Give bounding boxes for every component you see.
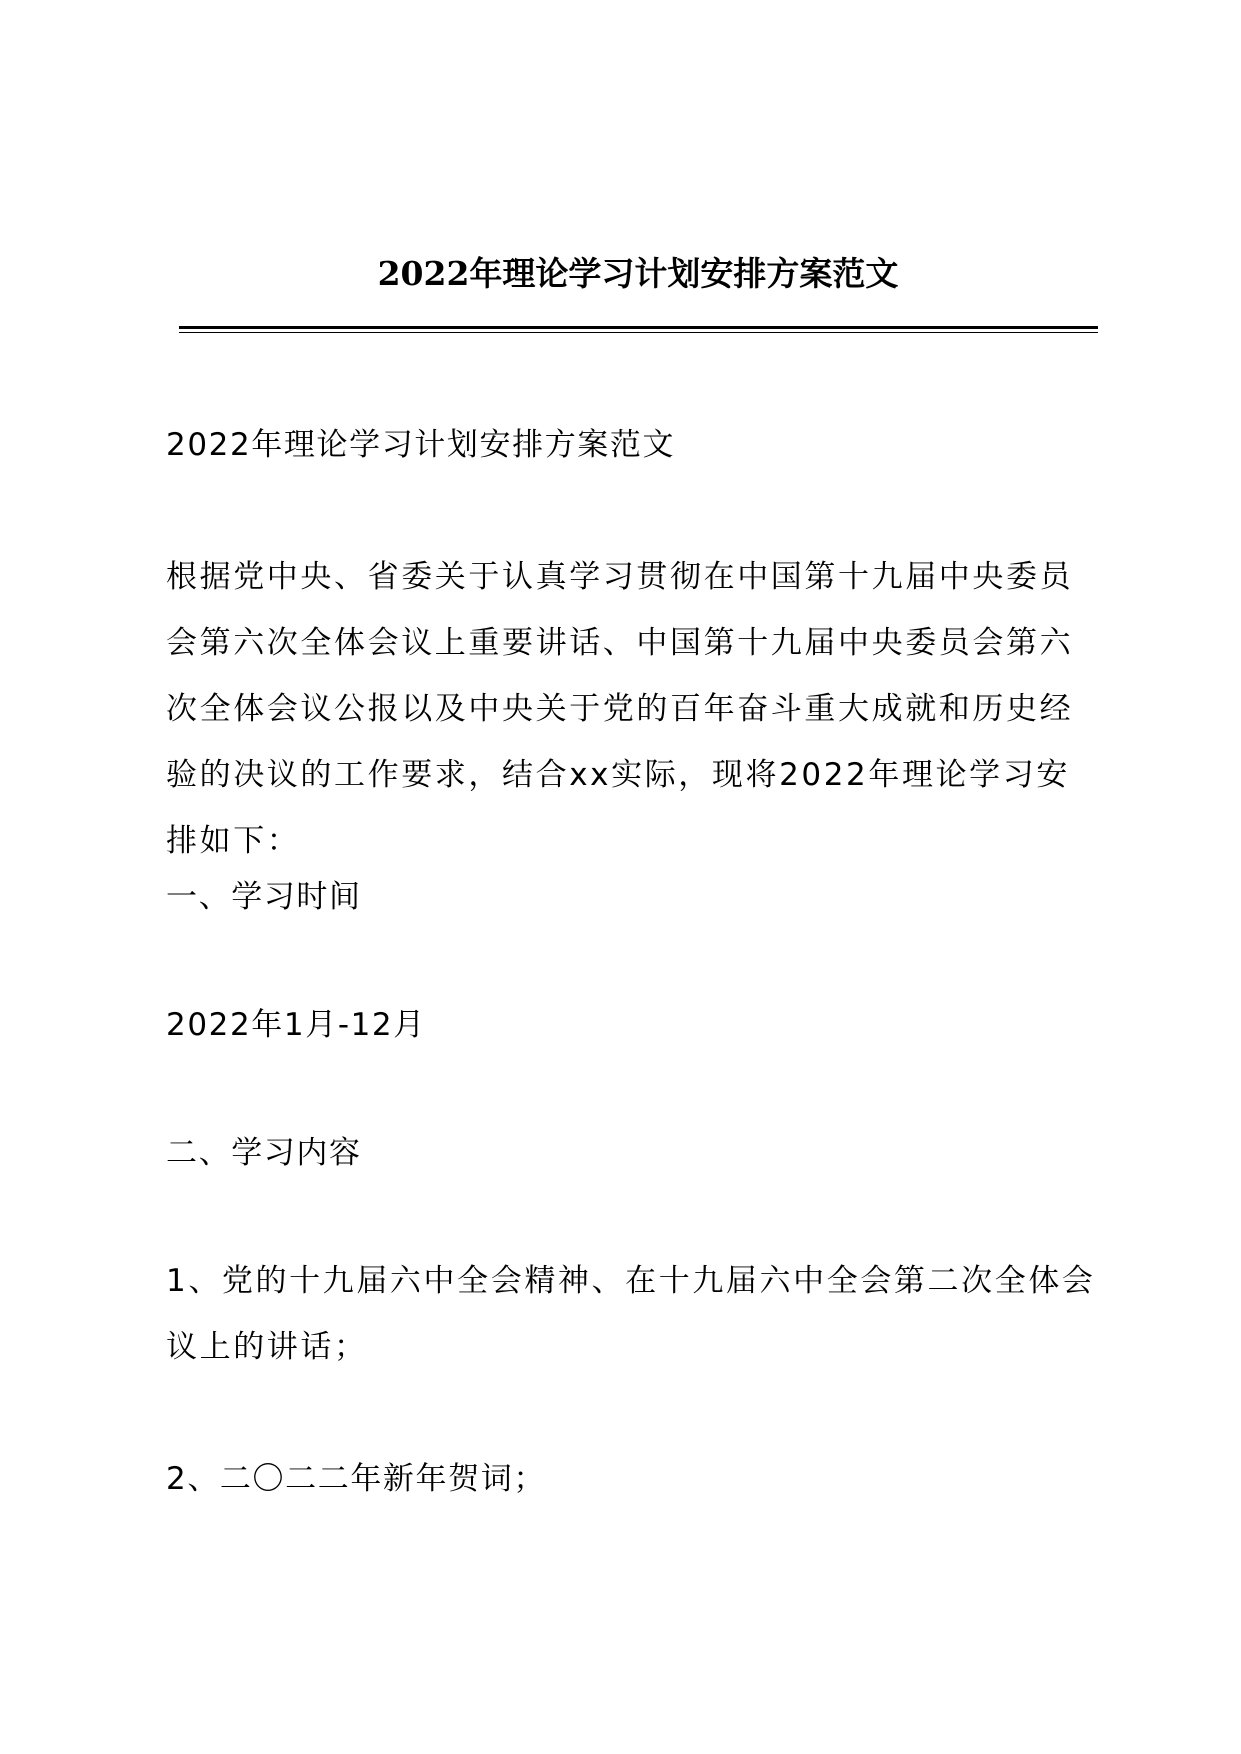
title-divider-thin [179, 332, 1098, 333]
section-heading-study-time: 一、学习时间 [166, 879, 362, 915]
title-divider-thick [179, 326, 1098, 329]
intro-paragraph: 根据党中央、省委关于认真学习贯彻在中国第十九届中央委员会第六次全体会议上重要讲话、中国第十九届中央委员会第六次全体会议公报以及中央关于党的百年奋斗重大成就和历史经验的决议的工作要求，结合xx实际，现将2022年理论学习安排如下： [166, 559, 1074, 859]
document-title: 2022年理论学习计划安排方案范文 [377, 254, 899, 293]
content-item-1: 1、党的十九届六中全会精神、在十九届六中全会第二次全体会议上的讲话； [166, 1263, 1096, 1365]
study-time-range: 2022年1月-12月 [166, 1007, 426, 1043]
content-item-2: 2、二〇二二年新年贺词； [166, 1461, 546, 1497]
section-heading-study-content: 二、学习内容 [166, 1135, 362, 1171]
document-subtitle: 2022年理论学习计划安排方案范文 [166, 427, 676, 463]
